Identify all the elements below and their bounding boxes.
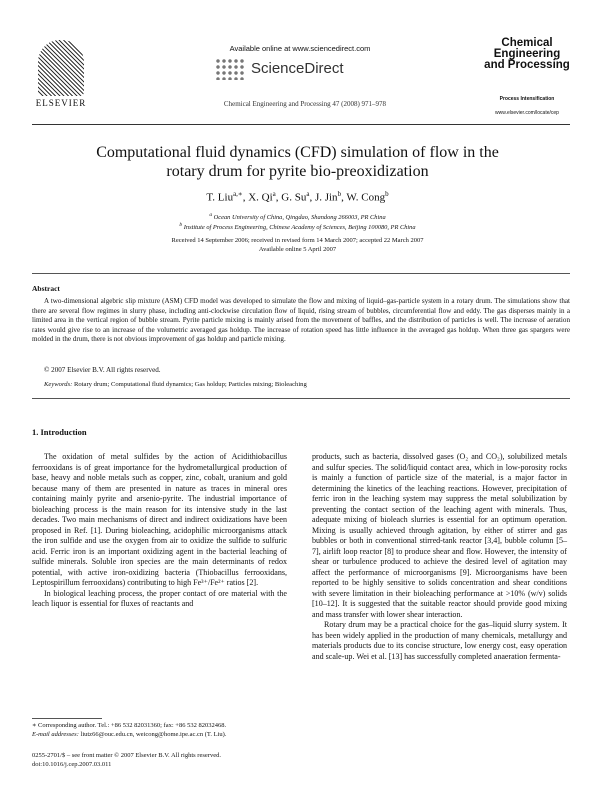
- author-name: X. Qi: [248, 191, 273, 204]
- email-label: E-mail addresses:: [32, 731, 79, 738]
- affiliation-a: $^a$ Ocean University of China, Qingdao, Shandong 266003, PR China: [209, 212, 386, 222]
- abstract-bottom-rule: [32, 398, 570, 399]
- available-date: Available online 5 April 2007: [258, 246, 337, 253]
- issn-line: 0255-2701/$ – see front matter © 2007 Elsevier B.V. All rights reserved.: [32, 752, 221, 759]
- abstract-text: A two-dimensional algebric slip mixture (ASM) CFD model was developed to simulate the flow and mixing of liquid–gas-particle system in a rotary drum. The simulations show that there are several flow regimes in slurry phase, including anti-clockwise circulation flow of liquid, rising stream of bubbles, circumferential flow and eddy. The gas disperses mainly in a limited area in the vertical region of bubble stream. Pyrite particle mixing is mainly arised from the movement of baffles, and the distribution of particles is well. The increase of aeration rates would give rise to an increase of the volumetric averaged gas holdup. The increase of rotation speed has little influence in the averaged gas holdup. When three gas spargers were molded in the drum, there is not obvious improvement of gas holdup and particle mixing.: [32, 297, 570, 344]
- email-footnote: [32, 731, 287, 740]
- received-dates: Received 14 September 2006; received in revised form 14 March 2007; accepted 22 March 2007: [171, 237, 424, 244]
- affiliation-b: $^b$ Institute of Process Engineering, Chinese Academy of Sciences, Beijing 100080, PR China: [179, 222, 416, 232]
- author-affil-mark: a: [272, 190, 276, 198]
- sciencedirect-wordmark: ScienceDirect: [251, 60, 344, 77]
- elsevier-logo: [32, 40, 90, 112]
- keywords: [44, 381, 564, 388]
- elsevier-tree-icon: [38, 40, 84, 96]
- sciencedirect-logo: [215, 56, 395, 82]
- column-left: [32, 452, 287, 610]
- author-list: T. Liu$^{a,∗}$, X. Qi$^a$, G. Su$^a$, J. Jin$^b$, W. Cong$^b$: [206, 190, 389, 204]
- paragraph: The oxidation of metal sulfides by the action of Acidithiobacillus ferrooxidans is of great importance for the hydrometallurgical production of base, heavy and noble metals such as copper, zinc, cobalt, uranium and gold because many of them are presented in nature as traces in mineral ores containing mainly pyrite and arsenio-pyrite. The industrial importance of bioleaching process is the main reason for its intensive study in the last decades. Two main mechanisms of direct and indirect oxidizations have been proposed in Ref. [1]. During bioleaching, acidophilic microorganisms attack the iron sulfide and use the oxygen from air to oxidize the sulfide to sulfuric acid. Ferric iron is an important oxidizing agent in the bacterial leaching of sulfide minerals. Soluble iron species are the main determinants of redox potential, with active iron-oxidizing bacteria (Thiobacillus ferrooxidans, Leptospirillum ferrooxidans) contributing to high Fe³⁺/Fe²⁺ ratios [2].: [32, 452, 287, 587]
- author-affil-mark: a,∗: [233, 190, 243, 198]
- available-online-text: Available online at www.sciencedirect.com: [229, 44, 371, 53]
- article-title: [40, 143, 555, 181]
- author-affil-mark: b: [337, 190, 342, 198]
- author-affil-mark: b: [385, 190, 389, 198]
- abstract-top-rule: [32, 273, 570, 274]
- section-heading: 1. Introduction: [32, 427, 87, 437]
- issn-doi-block: [32, 752, 332, 769]
- author-name: J. Jin: [314, 191, 338, 204]
- journal-reference: Chemical Engineering and Processing 47 (2008) 971–978: [223, 100, 387, 108]
- author-name: W. Cong: [346, 191, 386, 204]
- email-addresses[interactable]: liutz66@ouc.edu.cn, weicong@home.ipe.ac.cn (T. Liu).: [80, 731, 227, 738]
- keywords-list: Rotary drum; Computational fluid dynamics; Gas holdup; Particles mixing; Bioleaching: [73, 381, 307, 388]
- author-name: T. Liu: [206, 191, 234, 204]
- author-affil-mark: a: [306, 190, 310, 198]
- abstract-copyright: © 2007 Elsevier B.V. All rights reserved.: [44, 366, 161, 374]
- keywords-label: Keywords:: [44, 381, 73, 388]
- author-name: G. Su: [281, 191, 307, 204]
- sciencedirect-dots-icon: [215, 58, 245, 80]
- corresponding-author-footnote: ∗ Corresponding author. Tel.: +86 532 82031360; fax: +86 532 82032468.: [32, 722, 227, 729]
- column-right: [312, 452, 567, 662]
- paragraph: In biological leaching process, the proper contact of ore material with the leach liquor is essential for fluxes of reactants and: [32, 588, 287, 608]
- journal-logo-subtitle: Process Intensification: [499, 96, 555, 102]
- header-rule: [32, 124, 570, 125]
- footnote-rule: [32, 718, 102, 719]
- elsevier-wordmark: ELSEVIER: [35, 98, 87, 108]
- title-line-1: Computational fluid dynamics (CFD) simulation of flow in the: [96, 144, 499, 161]
- journal-logo-title: Chemical Engineering and Processing: [484, 37, 570, 71]
- paragraph: Rotary drum may be a practical choice for the gas–liquid slurry system. It has been widely applied in the production of many chemicals, metallurgy and materials products due to its concise structure, low energy cost, easy operation and scale-up. Wei et al. [13] has successfully completed anaeration fermenta-: [312, 620, 567, 661]
- title-line-2: rotary drum for pyrite bio-preoxidization: [166, 163, 429, 180]
- doi-link[interactable]: doi:10.1016/j.cep.2007.03.011: [32, 760, 112, 768]
- journal-logo-url: www.elsevier.com/locate/cep: [495, 110, 559, 116]
- abstract-heading: Abstract: [32, 284, 60, 293]
- paragraph: products, such as bacteria, dissolved gases (O₂ and CO₂), solubilized metals and sulfur species. The solid/liquid contact area, which in low-porosity rocks is mainly a function of particle size of the material, is a major factor in determining the kinetics of the leaching reactions. However, precipitation of ferric iron in the leaching system may suppress the metal solubilization by preventing the contact section of the leaching agent with minerals. Thus, adequate mixing of bioleach slurries is essential for an optimum operation. Mixing is usually achieved through agitation, by either of stirrer and gas bubbles or both in conventional stirred-tank reactor [3,4], bubble column [5–7], airlift loop reactor [8] to produce shear and flow. However, the intensity of shear or turbulence produced to achieve the desired level of agitation may affect the performance of microorganisms [9]. Microorganisms have been reported to be highly sensitive to solids concentration and shear conditions with severe limitation in their bioleaching performance at >10% (w/v) solids [10–12]. It is suggested that the suitable reactor should provide good mixing and mass transfer with lower shear interaction.: [312, 452, 567, 619]
- journal-logo: [483, 38, 571, 120]
